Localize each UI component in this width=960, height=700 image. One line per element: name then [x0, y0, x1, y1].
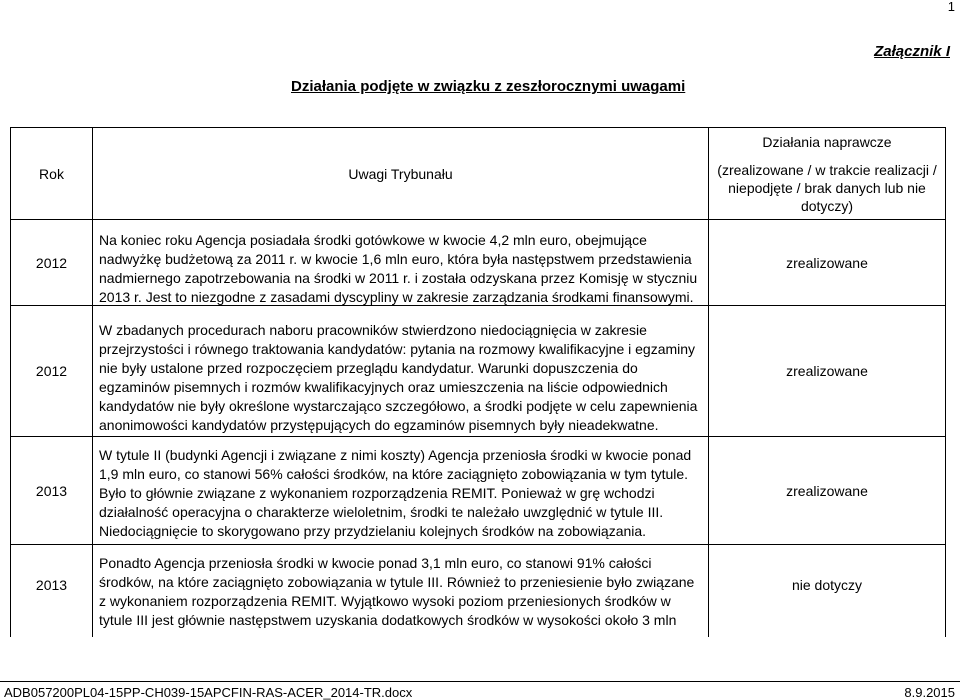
header-actions: [709, 128, 945, 219]
table-border-right: [945, 127, 946, 637]
row-year: 2012: [35, 254, 68, 271]
header-actions-title: Działania naprawcze: [762, 133, 892, 150]
header-year: Rok: [39, 165, 64, 182]
row-status: nie dotyczy: [791, 577, 863, 593]
header-remarks: Uwagi Trybunału: [348, 165, 453, 182]
footer-filename: ADB057200PL04-15PP-CH039-15APCFIN-RAS-ACER_2014-TR.docx: [4, 685, 413, 700]
header-actions-subtitle: (zrealizowane / w trakcie realizacji / niepodjęte / brak danych lub nie dotyczy): [717, 161, 937, 214]
page-number: 1: [947, 0, 955, 14]
row-year: 2013: [35, 482, 68, 499]
row-remark: Ponadto Agencja przeniosła środki w kwocie ponad 3,1 mln euro, co stanowi 91% całości środków, na które zaciągnięto zobowiązania w tytule III. Również to przeniesienie było związane z wykonaniem rozporządzenia REMIT. Wyjątkowo wysoki poziom przeniesionych środków w tytule III jest głównie następstwem uzyskania dodatkowych środków w wysokości około 3 mln: [99, 555, 695, 628]
row-status: zrealizowane: [786, 254, 868, 271]
row-status: zrealizowane: [786, 482, 868, 499]
row-year: 2013: [35, 577, 68, 593]
page-title: Działania podjęte w związku z zeszłorocznymi uwagami: [291, 78, 686, 95]
row-remark: W zbadanych procedurach naboru pracowników stwierdzono niedociągnięcia w zakresie przejrzystości i równego traktowania kandydatów: pytania na rozmowy kwalifikacyjne i egzaminy nie były ustalone przed rozpoczęciem przeglądu kandydatur. Warunki dopuszczenia do egzaminów pisemnych i rozmów kwalifikacyjnych oraz umieszczenia na liście odpowiednich kandydatów nie były określone wystarczająco szczegółowo, a środki podjęte w celu zapewnienia anonimowości kandydatów przystępujących do egzaminów pisemnych były nieadekwatne.: [99, 322, 698, 433]
row-remark: Na koniec roku Agencja posiadała środki gotówkowe w kwocie 4,2 mln euro, obejmujące nadwyżkę budżetową za 2011 r. w kwocie 1,6 mln euro, która była następstwem przedstawienia nadmiernego zapotrzebowania na środki w 2011 r. i została odzyskana przez Komisję w styczniu 2013 r. Jest to niezgodne z zasadami dyscypliny w zakresie zarządzania środkami finansowymi.: [99, 232, 698, 305]
footer-date: 8.9.2015: [904, 685, 955, 700]
row-remark: W tytule II (budynki Agencji i związane z nimi koszty) Agencja przeniosła środki w kwocie ponad 1,9 mln euro, co stanowi 56% całości środków, na które zaciągnięto zobowiązania w tym tytule. Było to głównie związane z wykonaniem rozporządzenia REMIT. Ponieważ w grę wchodzi działalność operacyjna o charakterze wieloletnim, środki te należało uwzględnić w tytule III. Niedociągnięcie to skorygowano przy przydzielaniu kolejnych środków na zobowiązania.: [99, 447, 692, 539]
row-year: 2012: [35, 363, 68, 379]
row-status: zrealizowane: [786, 363, 868, 379]
footer-divider: [0, 681, 960, 682]
annex-label: Załącznik I: [874, 43, 950, 60]
